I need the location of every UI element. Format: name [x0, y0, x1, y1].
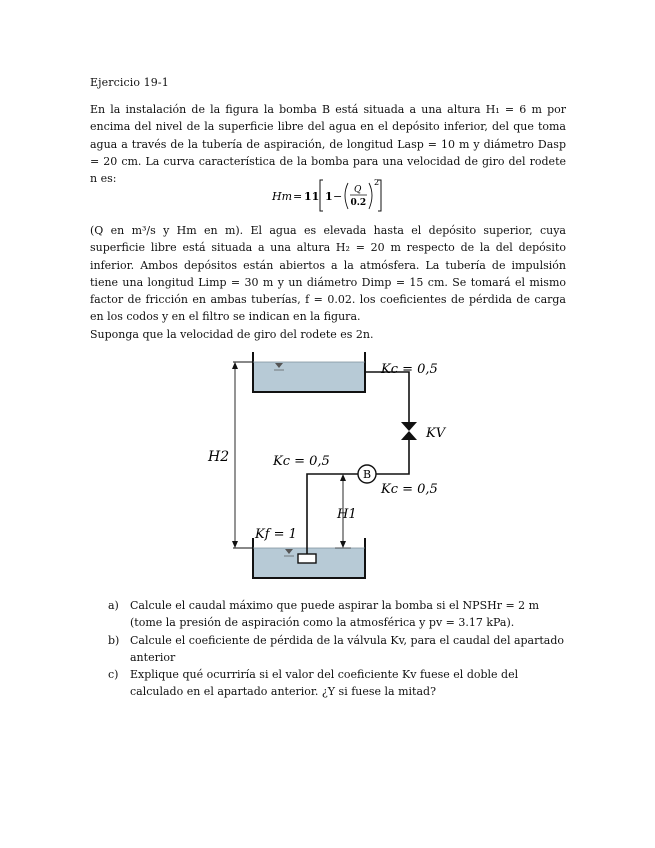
- formula-left-bracket: [320, 180, 323, 211]
- installation-diagram: [195, 348, 455, 588]
- pump: [358, 465, 376, 483]
- question-c: [108, 666, 568, 701]
- question-b-label: b): [108, 633, 120, 647]
- formula-minus: −: [333, 190, 343, 203]
- upper-tank-water: [253, 362, 365, 392]
- formula-coefficient: 11: [304, 190, 320, 203]
- pump-curve-formula: [268, 175, 398, 215]
- pump-label: B: [362, 468, 372, 481]
- question-b-text: Calcule el coeficiente de pérdida de la válvula Kv, para el caudal del apartado anterior: [130, 633, 565, 664]
- formula-left-paren: [345, 183, 348, 209]
- kc-right-label: Kc = 0,5: [381, 482, 438, 497]
- formula-one: 1: [325, 190, 333, 203]
- exercise-title: Ejercicio 19-1: [90, 76, 169, 89]
- question-c-text: Explique qué ocurriría si el valor del coeficiente Kv fuese el doble del calculado en el apartado anterior. ¿Y si fuese la mitad?: [130, 668, 519, 699]
- formula-denominator: 0.2: [350, 198, 367, 208]
- discharge-pipe-upper: [365, 372, 409, 422]
- question-a-label: a): [108, 599, 119, 612]
- kc-left-label: Kc = 0,5: [273, 454, 330, 469]
- problem-statement-paragraph: En la instalación de la figura la bomba B está situada a una altura H₁ = 6 m por encima del nivel de la superficie libre del agua en el depósito inferior, del que toma agua a través de la tubería de aspiración, de longitud Lasp = 10 m y diámetro Dasp = 20 cm. La curva característica de la bomba para una velocidad de giro del rodete n es:: [90, 103, 566, 186]
- question-c-label: c): [108, 668, 119, 682]
- discharge-pipe-lower: [376, 440, 409, 474]
- filter: [298, 554, 316, 563]
- kv-label: KV: [426, 426, 446, 441]
- formula-numerator: Q: [354, 185, 362, 195]
- question-list: [108, 597, 568, 701]
- h2-label: H2: [208, 449, 230, 465]
- kf-label: Kf = 1: [255, 527, 297, 542]
- problem-continuation-paragraph: [90, 222, 566, 343]
- kc-top-label: Kc = 0,5: [381, 362, 438, 377]
- formula-exponent: 2: [374, 178, 380, 187]
- formula-lhs: Hm: [272, 190, 293, 203]
- question-a-text: Calcule el caudal máximo que puede aspirar la bomba si el NPSHr = 2 m (tome la presión de aspiración como la atmosférica y pv = 3.17 kPa).: [130, 599, 540, 630]
- problem-continuation-text: (Q en m³/s y Hm en m). El agua es elevada hasta el depósito superior, cuya superficie libre está situada a una altura H₂ = 20 m respecto de la del depósito inferior. Ambos depósitos están abiertos a la atmósfera. La tubería de impulsión tiene una longitud Limp = 30 m y un diámetro Dimp = 15 cm. Se tomará el mismo factor de fricción en ambas tuberías, f = 0.02. los coeficientes de pérdida de carga en los codos y en el filtro se indican en la figura.: [90, 224, 566, 324]
- formula-equals: =: [293, 190, 303, 203]
- h1-label: H1: [337, 507, 357, 522]
- rotation-speed-assumption: Suponga que la velocidad de giro del rodete es 2n.: [90, 327, 374, 341]
- formula-right-paren: [369, 183, 372, 209]
- valve: [401, 422, 417, 440]
- question-b: [108, 632, 568, 667]
- upper-tank: [253, 352, 365, 392]
- h2-dimension: [232, 362, 253, 548]
- question-a: [108, 597, 568, 632]
